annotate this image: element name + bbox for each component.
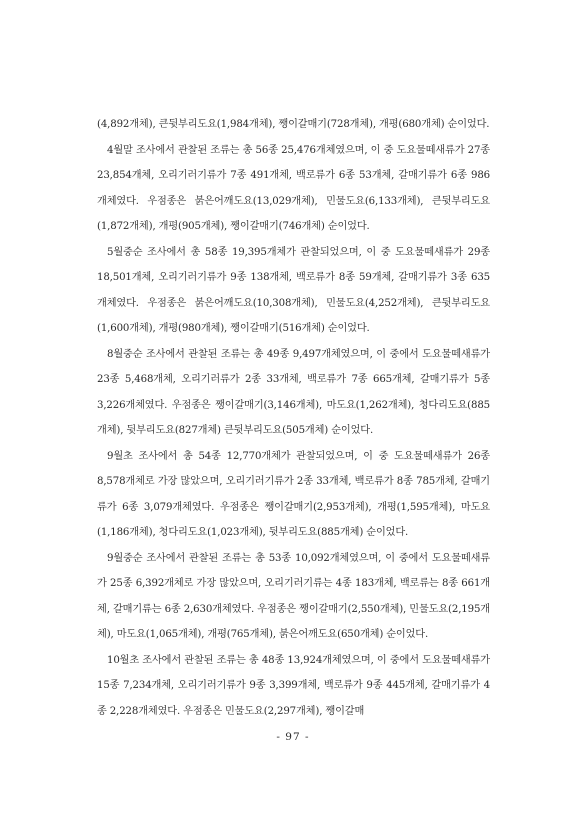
paragraph-april-continuation: (4,892개체), 큰뒷부리도요(1,984개체), 쨍이갈매기(728개체), 개평(680개체) 순이었다. bbox=[97, 119, 490, 130]
paragraph-early-september-survey: 9월초 조사에서 총 54종 12,770개체가 관찰되었으며, 이 중 도요물떼새류가 26종 8,578개체로 가장 많았으며, 오리기러기류가 2종 33개체, 백로류가 8종 785개체, 갈매기류가 6종 3,079개체였다. 우점종은 쨍이갈매기(2,953개체), 개평(1,595개체), 마도요(1,186개체), 청다리도요(1,023개체), 뒷부리도요(885개체) 순이었다. bbox=[97, 450, 490, 538]
paragraph-early-october-survey: 10월초 조사에서 관찰된 조류는 총 48종 13,924개체였으며, 이 중에서 도요물떼새류가 15종 7,234개체, 오리기러기류가 9종 3,399개체, 백로류가 9종 445개체, 갈매기류가 4종 2,228개체였다. 우점종은 민물도요(2,297개체), 쨍이갈매 bbox=[97, 654, 490, 717]
paragraph-late-april-survey: 4월말 조사에서 관찰된 조류는 총 56종 25,476개체였으며, 이 중 도요물떼새류가 27종 23,854개체, 오리기러기류가 7종 491개체, 백로류가 6종 53개체, 갈매기류가 6종 986개체였다. 우점종은 붉은어깨도요(13,029개체), 민물도요(6,133개체), 큰뒷부리도요(1,872개체), 개평(905개체), 쨍이갈매기(746개체) 순이었다. bbox=[97, 144, 490, 232]
paragraph-mid-august-survey: 8월중순 조사에서 관찰된 조류는 총 49종 9,497개체였으며, 이 중에서 도요물떼새류가 23종 5,468개체, 오리기러류가 2종 33개체, 백로류가 7종 665개체, 갈매기류가 5종 3,226개체였다. 우점종은 쨍이갈매기(3,146개체), 마도요(1,262개체), 청다리도요(885개체), 뒷부리도요(827개체) 큰뒷부리도요(505개체) 순이었다. bbox=[97, 348, 490, 436]
page-number: - 97 - bbox=[276, 731, 310, 743]
paragraph-mid-september-survey: 9월중순 조사에서 관찰된 조류는 총 53종 10,092개체였으며, 이 중에서 도요물떼새류가 25종 6,392개체로 가장 많았으며, 오리기러기류는 4종 183개체, 백로류는 8종 661개체, 갈매기류는 6종 2,630개체였다. 우점종은 쨍이갈매기(2,550개체), 민물도요(2,195개체), 마도요(1,065개체), 개평(765개체), 붉은어깨도요(650개체) 순이었다. bbox=[97, 552, 490, 640]
page-body bbox=[97, 112, 490, 724]
paragraph-mid-may-survey: 5월중순 조사에서 총 58종 19,395개체가 관찰되었으며, 이 중 도요물떼새류가 29종 18,501개체, 오리기러기류가 9종 138개체, 백로류가 8종 59개체, 갈매기류가 3종 635개체였다. 우점종은 붉은어깨도요(10,308개체), 민물도요(4,252개체), 큰뒷부리도요(1,600개체), 개평(980개체), 쨍이갈매기(516개체) 순이었다. bbox=[97, 246, 490, 334]
